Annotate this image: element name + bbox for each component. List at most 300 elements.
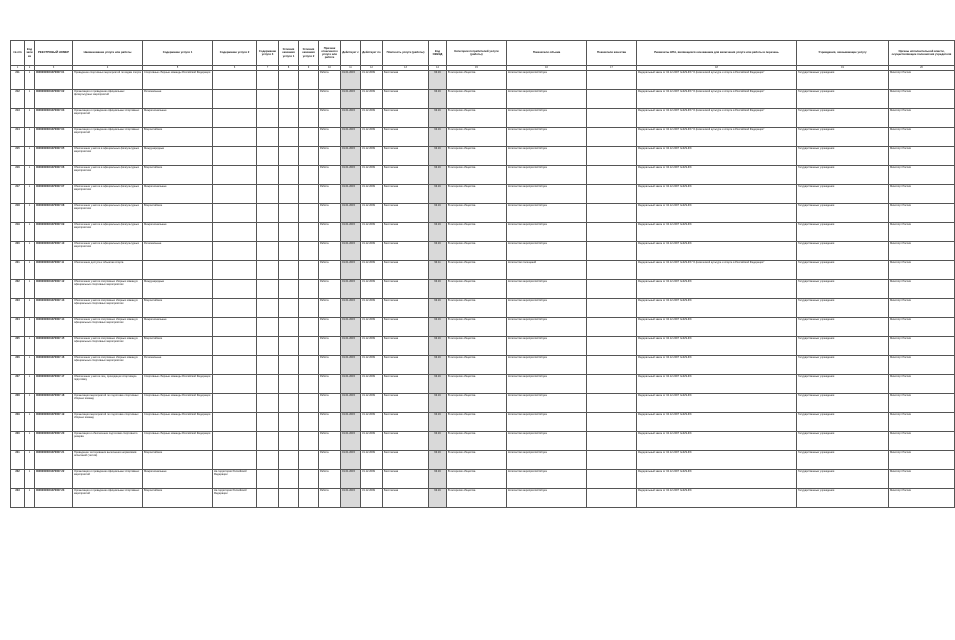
legal-basis-cell: Федеральный закон от 04.12.2007 №329-ФЗ — [637, 470, 797, 489]
service-name-cell: Организация и проведение официальных физкультурных мероприятий — [73, 90, 143, 109]
consumer-category-cell: В интересах общества — [447, 280, 507, 299]
row-number-cell: 226 — [11, 356, 25, 375]
valid-to-cell: 31.12.2099 — [361, 71, 383, 90]
legal-basis-cell: Федеральный закон от 04.12.2007 №329-ФЗ — [637, 223, 797, 242]
content-2-cell: На территории Российской Федерации — [213, 470, 257, 489]
okved-code-cell: 93.19 — [429, 90, 447, 109]
service-or-work-cell: Работа — [319, 109, 341, 128]
table-row — [11, 128, 955, 147]
table-row — [11, 204, 955, 223]
okved-code-cell: 93.19 — [429, 394, 447, 413]
authority-cell: Минспорт России — [889, 394, 955, 413]
condition-1-cell — [279, 394, 299, 413]
institution-cell: Государственные учреждения — [797, 109, 889, 128]
institution-cell: Государственные учреждения — [797, 185, 889, 204]
condition-1-cell — [279, 375, 299, 394]
valid-from-cell: 01.01.2015 — [341, 90, 361, 109]
table-row — [11, 299, 955, 318]
condition-1-cell — [279, 242, 299, 261]
quality-indicator-cell — [587, 242, 637, 261]
content-2-cell — [213, 147, 257, 166]
volume-indicator-cell: Количество мероприятий Штука — [507, 318, 587, 337]
row-number-cell: 211 — [11, 71, 25, 90]
column-header: Органы исполнительной власти, осуществляющие полномочия учредителя — [889, 41, 955, 66]
content-2-cell — [213, 280, 257, 299]
okved-code-cell: 93.19 — [429, 128, 447, 147]
content-2-cell: На территории Российской Федерации — [213, 489, 257, 508]
column-number: 16 — [507, 66, 587, 71]
registry-number-cell: 00000000001370007-22 — [35, 470, 73, 489]
volume-indicator-cell: Количество мероприятий Штука — [507, 356, 587, 375]
record-code-cell: 1 — [25, 261, 35, 280]
service-or-work-cell: Работа — [319, 223, 341, 242]
content-3-cell — [257, 261, 279, 280]
authority-cell: Минспорт России — [889, 432, 955, 451]
valid-from-cell: 01.01.2015 — [341, 413, 361, 432]
valid-from-cell: 01.01.2015 — [341, 470, 361, 489]
volume-indicator-cell: Количество мероприятий Штука — [507, 413, 587, 432]
institution-cell: Государственные учреждения — [797, 147, 889, 166]
institution-cell: Государственные учреждения — [797, 242, 889, 261]
condition-2-cell — [299, 299, 319, 318]
okved-code-cell: 93.19 — [429, 185, 447, 204]
column-header: Действует по — [361, 41, 383, 66]
service-name-cell: Организация и проведение официальных спортивных мероприятий — [73, 470, 143, 489]
volume-indicator-cell: Количество мероприятий Штука — [507, 166, 587, 185]
record-code-cell: 1 — [25, 90, 35, 109]
authority-cell: Минспорт России — [889, 489, 955, 508]
content-3-cell — [257, 90, 279, 109]
payment-cell: Бесплатная — [383, 375, 429, 394]
volume-indicator-cell: Количество мероприятий Штука — [507, 470, 587, 489]
content-2-cell — [213, 261, 257, 280]
column-header: Условия оказания услуги 1 — [279, 41, 299, 66]
row-number-cell: 220 — [11, 242, 25, 261]
valid-to-cell: 31.12.2099 — [361, 413, 383, 432]
legal-basis-cell: Федеральный закон от 04.12.2007 №329-ФЗ — [637, 337, 797, 356]
column-header: Реквизиты НПА, являющихся основанием для включения услуги или работы в перечень — [637, 41, 797, 66]
content-2-cell — [213, 318, 257, 337]
condition-1-cell — [279, 489, 299, 508]
institution-cell: Государственные учреждения — [797, 71, 889, 90]
service-name-cell: Обеспечение участия спортивных сборных команд в официальных спортивных мероприятиях — [73, 318, 143, 337]
service-or-work-cell: Работа — [319, 90, 341, 109]
content-3-cell — [257, 280, 279, 299]
consumer-category-cell: В интересах общества — [447, 261, 507, 280]
quality-indicator-cell — [587, 204, 637, 223]
content-2-cell — [213, 432, 257, 451]
record-code-cell: 1 — [25, 413, 35, 432]
volume-indicator-cell: Количество мероприятий Штука — [507, 90, 587, 109]
column-header: Показатели качества — [587, 41, 637, 66]
valid-to-cell: 31.12.2099 — [361, 166, 383, 185]
service-or-work-cell: Работа — [319, 299, 341, 318]
column-number: 13 — [383, 66, 429, 71]
record-code-cell: 1 — [25, 451, 35, 470]
valid-from-cell: 01.01.2015 — [341, 280, 361, 299]
consumer-category-cell: В интересах общества — [447, 71, 507, 90]
column-header: Платность услуги (работы) — [383, 41, 429, 66]
registry-number-cell: 00000000001370007-20 — [35, 432, 73, 451]
condition-2-cell — [299, 489, 319, 508]
content-3-cell — [257, 337, 279, 356]
consumer-category-cell: В интересах общества — [447, 356, 507, 375]
valid-to-cell: 31.12.2099 — [361, 128, 383, 147]
registry-number-cell: 00000000001370007-02 — [35, 90, 73, 109]
content-2-cell — [213, 71, 257, 90]
condition-2-cell — [299, 71, 319, 90]
registry-number-cell: 00000000001370007-16 — [35, 356, 73, 375]
volume-indicator-cell: Количество мероприятий Штука — [507, 128, 587, 147]
quality-indicator-cell — [587, 470, 637, 489]
quality-indicator-cell — [587, 356, 637, 375]
quality-indicator-cell — [587, 90, 637, 109]
content-3-cell — [257, 204, 279, 223]
consumer-category-cell: В интересах общества — [447, 90, 507, 109]
service-name-cell: Обеспечение участия в официальных физкультурных мероприятиях — [73, 223, 143, 242]
condition-1-cell — [279, 109, 299, 128]
volume-indicator-cell: Количество мероприятий Штука — [507, 109, 587, 128]
registry-number-cell: 00000000001370007-23 — [35, 489, 73, 508]
service-name-cell: Организация мероприятий по подготовке спортивных сборных команд — [73, 413, 143, 432]
column-header: Содержание услуги 2 — [213, 41, 257, 66]
column-number: 20 — [889, 66, 955, 71]
condition-1-cell — [279, 71, 299, 90]
condition-1-cell — [279, 318, 299, 337]
registry-table — [10, 40, 955, 508]
payment-cell: Бесплатная — [383, 261, 429, 280]
legal-basis-cell: Федеральный закон от 04.12.2007 №329-ФЗ "О физической культуре и спорте в Российской Федерации" — [637, 109, 797, 128]
service-name-cell: Обеспечение участия спортивных сборных команд в официальных спортивных мероприятиях — [73, 299, 143, 318]
content-3-cell — [257, 470, 279, 489]
content-1-cell: Межрегиональные — [143, 185, 213, 204]
content-2-cell — [213, 375, 257, 394]
table-row — [11, 147, 955, 166]
condition-1-cell — [279, 261, 299, 280]
table-row — [11, 356, 955, 375]
authority-cell: Минспорт России — [889, 375, 955, 394]
valid-to-cell: 31.12.2099 — [361, 337, 383, 356]
institution-cell: Государственные учреждения — [797, 166, 889, 185]
content-2-cell — [213, 413, 257, 432]
row-number-cell: 231 — [11, 451, 25, 470]
valid-from-cell: 01.01.2015 — [341, 185, 361, 204]
column-header: Категории потребителей услуги (работы) — [447, 41, 507, 66]
legal-basis-cell: Федеральный закон от 04.12.2007 №329-ФЗ — [637, 375, 797, 394]
column-header: Содержание услуги 3 — [257, 41, 279, 66]
payment-cell: Бесплатная — [383, 128, 429, 147]
valid-from-cell: 01.01.2015 — [341, 204, 361, 223]
service-or-work-cell: Работа — [319, 318, 341, 337]
condition-1-cell — [279, 280, 299, 299]
legal-basis-cell: Федеральный закон от 04.12.2007 №329-ФЗ "О физической культуре и спорте в Российской Федерации" — [637, 71, 797, 90]
service-or-work-cell: Работа — [319, 470, 341, 489]
valid-to-cell: 31.12.2099 — [361, 90, 383, 109]
quality-indicator-cell — [587, 128, 637, 147]
registry-number-cell: 00000000001370007-10 — [35, 242, 73, 261]
payment-cell: Бесплатная — [383, 185, 429, 204]
valid-from-cell: 01.01.2015 — [341, 318, 361, 337]
registry-number-cell: 00000000001370007-01 — [35, 71, 73, 90]
content-1-cell — [143, 261, 213, 280]
condition-2-cell — [299, 280, 319, 299]
valid-from-cell: 01.01.2015 — [341, 375, 361, 394]
authority-cell: Минспорт России — [889, 242, 955, 261]
payment-cell: Бесплатная — [383, 337, 429, 356]
content-1-cell: Всероссийские — [143, 489, 213, 508]
consumer-category-cell: В интересах общества — [447, 204, 507, 223]
volume-indicator-cell: Количество мероприятий Штука — [507, 394, 587, 413]
okved-code-cell: 93.19 — [429, 299, 447, 318]
payment-cell: Бесплатная — [383, 280, 429, 299]
service-or-work-cell: Работа — [319, 432, 341, 451]
record-code-cell: 1 — [25, 375, 35, 394]
quality-indicator-cell — [587, 147, 637, 166]
institution-cell: Государственные учреждения — [797, 337, 889, 356]
condition-2-cell — [299, 356, 319, 375]
service-name-cell: Обеспечение участия в официальных физкультурных мероприятиях — [73, 185, 143, 204]
quality-indicator-cell — [587, 280, 637, 299]
content-1-cell: Межрегиональные — [143, 223, 213, 242]
condition-1-cell — [279, 470, 299, 489]
authority-cell: Минспорт России — [889, 109, 955, 128]
row-number-cell: 232 — [11, 470, 25, 489]
valid-to-cell: 31.12.2099 — [361, 356, 383, 375]
table-row — [11, 375, 955, 394]
okved-code-cell: 93.19 — [429, 489, 447, 508]
condition-2-cell — [299, 261, 319, 280]
consumer-category-cell: В интересах общества — [447, 185, 507, 204]
content-1-cell: Всероссийские — [143, 166, 213, 185]
okved-code-cell: 93.19 — [429, 432, 447, 451]
institution-cell: Государственные учреждения — [797, 451, 889, 470]
service-or-work-cell: Работа — [319, 128, 341, 147]
row-number-cell: 213 — [11, 109, 25, 128]
condition-2-cell — [299, 166, 319, 185]
payment-cell: Бесплатная — [383, 204, 429, 223]
okved-code-cell: 93.11 — [429, 261, 447, 280]
content-3-cell — [257, 432, 279, 451]
content-3-cell — [257, 147, 279, 166]
condition-2-cell — [299, 375, 319, 394]
legal-basis-cell: Федеральный закон от 04.12.2007 №329-ФЗ "О физической культуре и спорте в Российской Федерации" — [637, 128, 797, 147]
registry-number-cell: 00000000001370007-21 — [35, 451, 73, 470]
valid-to-cell: 31.12.2099 — [361, 318, 383, 337]
registry-number-cell: 00000000001370007-13 — [35, 299, 73, 318]
authority-cell: Минспорт России — [889, 413, 955, 432]
volume-indicator-cell: Количество мероприятий Штука — [507, 147, 587, 166]
institution-cell: Государственные учреждения — [797, 90, 889, 109]
institution-cell: Государственные учреждения — [797, 375, 889, 394]
valid-from-cell: 01.01.2015 — [341, 489, 361, 508]
content-1-cell: Международные — [143, 147, 213, 166]
consumer-category-cell: В интересах общества — [447, 432, 507, 451]
institution-cell: Государственные учреждения — [797, 470, 889, 489]
authority-cell: Минспорт России — [889, 90, 955, 109]
column-header: Код записи — [25, 41, 35, 66]
quality-indicator-cell — [587, 299, 637, 318]
institution-cell: Государственные учреждения — [797, 299, 889, 318]
content-2-cell — [213, 337, 257, 356]
content-3-cell — [257, 394, 279, 413]
consumer-category-cell: В интересах общества — [447, 299, 507, 318]
row-number-cell: 222 — [11, 280, 25, 299]
record-code-cell: 1 — [25, 432, 35, 451]
content-2-cell — [213, 242, 257, 261]
payment-cell: Бесплатная — [383, 90, 429, 109]
table-row — [11, 242, 955, 261]
registry-number-cell: 00000000001370007-19 — [35, 413, 73, 432]
record-code-cell: 1 — [25, 109, 35, 128]
content-1-cell: Всероссийские — [143, 204, 213, 223]
service-name-cell: Организация мероприятий по подготовке спортивных сборных команд — [73, 394, 143, 413]
record-code-cell: 1 — [25, 299, 35, 318]
column-header: Содержание услуги 1 — [143, 41, 213, 66]
payment-cell: Бесплатная — [383, 318, 429, 337]
column-number: 18 — [637, 66, 797, 71]
service-or-work-cell: Работа — [319, 375, 341, 394]
okved-code-cell: 93.19 — [429, 166, 447, 185]
valid-from-cell: 01.01.2015 — [341, 299, 361, 318]
condition-1-cell — [279, 147, 299, 166]
content-3-cell — [257, 451, 279, 470]
registry-number-cell: 00000000001370007-09 — [35, 223, 73, 242]
service-or-work-cell: Работа — [319, 356, 341, 375]
institution-cell: Государственные учреждения — [797, 489, 889, 508]
okved-code-cell: 93.19 — [429, 356, 447, 375]
legal-basis-cell: Федеральный закон от 04.12.2007 №329-ФЗ — [637, 413, 797, 432]
okved-code-cell: 93.19 — [429, 71, 447, 90]
consumer-category-cell: В интересах общества — [447, 166, 507, 185]
content-1-cell: Спортивные сборные команды Российской Федерации — [143, 394, 213, 413]
valid-to-cell: 31.12.2099 — [361, 432, 383, 451]
service-name-cell: Организация и проведение официальных спортивных мероприятий — [73, 109, 143, 128]
valid-to-cell: 31.12.2099 — [361, 299, 383, 318]
content-3-cell — [257, 166, 279, 185]
service-name-cell: Обеспечение доступа к объектам спорта — [73, 261, 143, 280]
valid-to-cell: 31.12.2099 — [361, 451, 383, 470]
content-3-cell — [257, 223, 279, 242]
okved-code-cell: 93.19 — [429, 223, 447, 242]
column-number: 4 — [73, 66, 143, 71]
content-3-cell — [257, 299, 279, 318]
payment-cell: Бесплатная — [383, 451, 429, 470]
content-2-cell — [213, 223, 257, 242]
institution-cell: Государственные учреждения — [797, 413, 889, 432]
content-2-cell — [213, 451, 257, 470]
condition-1-cell — [279, 204, 299, 223]
okved-code-cell: 93.19 — [429, 204, 447, 223]
content-2-cell — [213, 128, 257, 147]
quality-indicator-cell — [587, 394, 637, 413]
content-3-cell — [257, 128, 279, 147]
service-name-cell: Обеспечение участия в официальных физкультурных мероприятиях — [73, 242, 143, 261]
quality-indicator-cell — [587, 489, 637, 508]
institution-cell: Государственные учреждения — [797, 432, 889, 451]
service-or-work-cell: Работа — [319, 451, 341, 470]
payment-cell: Бесплатная — [383, 242, 429, 261]
record-code-cell: 1 — [25, 185, 35, 204]
payment-cell: Бесплатная — [383, 413, 429, 432]
row-number-cell: 223 — [11, 299, 25, 318]
payment-cell: Бесплатная — [383, 470, 429, 489]
payment-cell: Бесплатная — [383, 166, 429, 185]
condition-1-cell — [279, 185, 299, 204]
authority-cell: Минспорт России — [889, 166, 955, 185]
volume-indicator-cell: Количество мероприятий Штука — [507, 280, 587, 299]
service-or-work-cell: Работа — [319, 337, 341, 356]
content-2-cell — [213, 185, 257, 204]
service-or-work-cell: Работа — [319, 242, 341, 261]
valid-from-cell: 01.01.2015 — [341, 147, 361, 166]
row-number-cell: 217 — [11, 185, 25, 204]
column-number: 5 — [143, 66, 213, 71]
quality-indicator-cell — [587, 261, 637, 280]
registry-number-cell: 00000000001370007-15 — [35, 337, 73, 356]
legal-basis-cell: Федеральный закон от 04.12.2007 №329-ФЗ "О физической культуре и спорте в Российской Федерации" — [637, 90, 797, 109]
payment-cell: Бесплатная — [383, 299, 429, 318]
column-number: 14 — [429, 66, 447, 71]
registry-number-cell: 00000000001370007-08 — [35, 204, 73, 223]
content-1-cell: Региональные — [143, 90, 213, 109]
registry-number-cell: 00000000001370007-17 — [35, 375, 73, 394]
institution-cell: Государственные учреждения — [797, 394, 889, 413]
content-1-cell: Межрегиональные — [143, 109, 213, 128]
row-number-cell: 225 — [11, 337, 25, 356]
valid-to-cell: 31.12.2099 — [361, 109, 383, 128]
condition-2-cell — [299, 185, 319, 204]
volume-indicator-cell: Количество мероприятий Штука — [507, 204, 587, 223]
authority-cell: Минспорт России — [889, 299, 955, 318]
row-number-cell: 224 — [11, 318, 25, 337]
content-1-cell: Международные — [143, 280, 213, 299]
service-name-cell: Обеспечение участия спортивных сборных команд в официальных спортивных мероприятиях — [73, 356, 143, 375]
valid-to-cell: 31.12.2099 — [361, 147, 383, 166]
content-2-cell — [213, 90, 257, 109]
table-row — [11, 185, 955, 204]
service-or-work-cell: Работа — [319, 185, 341, 204]
valid-from-cell: 01.01.2015 — [341, 71, 361, 90]
condition-2-cell — [299, 318, 319, 337]
valid-to-cell: 31.12.2099 — [361, 375, 383, 394]
registry-number-cell: 00000000001370007-05 — [35, 147, 73, 166]
column-number: 3 — [35, 66, 73, 71]
service-name-cell: Проведение тестирования выполнения нормативов испытаний (тестов) — [73, 451, 143, 470]
record-code-cell: 1 — [25, 128, 35, 147]
valid-from-cell: 01.01.2015 — [341, 432, 361, 451]
consumer-category-cell: В интересах общества — [447, 318, 507, 337]
service-or-work-cell: Работа — [319, 394, 341, 413]
condition-2-cell — [299, 394, 319, 413]
record-code-cell: 1 — [25, 71, 35, 90]
content-3-cell — [257, 185, 279, 204]
payment-cell: Бесплатная — [383, 109, 429, 128]
record-code-cell: 1 — [25, 147, 35, 166]
condition-1-cell — [279, 337, 299, 356]
institution-cell: Государственные учреждения — [797, 204, 889, 223]
valid-from-cell: 01.01.2015 — [341, 356, 361, 375]
quality-indicator-cell — [587, 337, 637, 356]
table-row — [11, 90, 955, 109]
valid-to-cell: 31.12.2099 — [361, 261, 383, 280]
condition-1-cell — [279, 90, 299, 109]
content-3-cell — [257, 109, 279, 128]
content-1-cell: Спортивные сборные команды Российской Федерации — [143, 71, 213, 90]
legal-basis-cell: Федеральный закон от 04.12.2007 №329-ФЗ — [637, 185, 797, 204]
valid-from-cell: 01.01.2015 — [341, 242, 361, 261]
service-or-work-cell: Работа — [319, 166, 341, 185]
content-3-cell — [257, 242, 279, 261]
